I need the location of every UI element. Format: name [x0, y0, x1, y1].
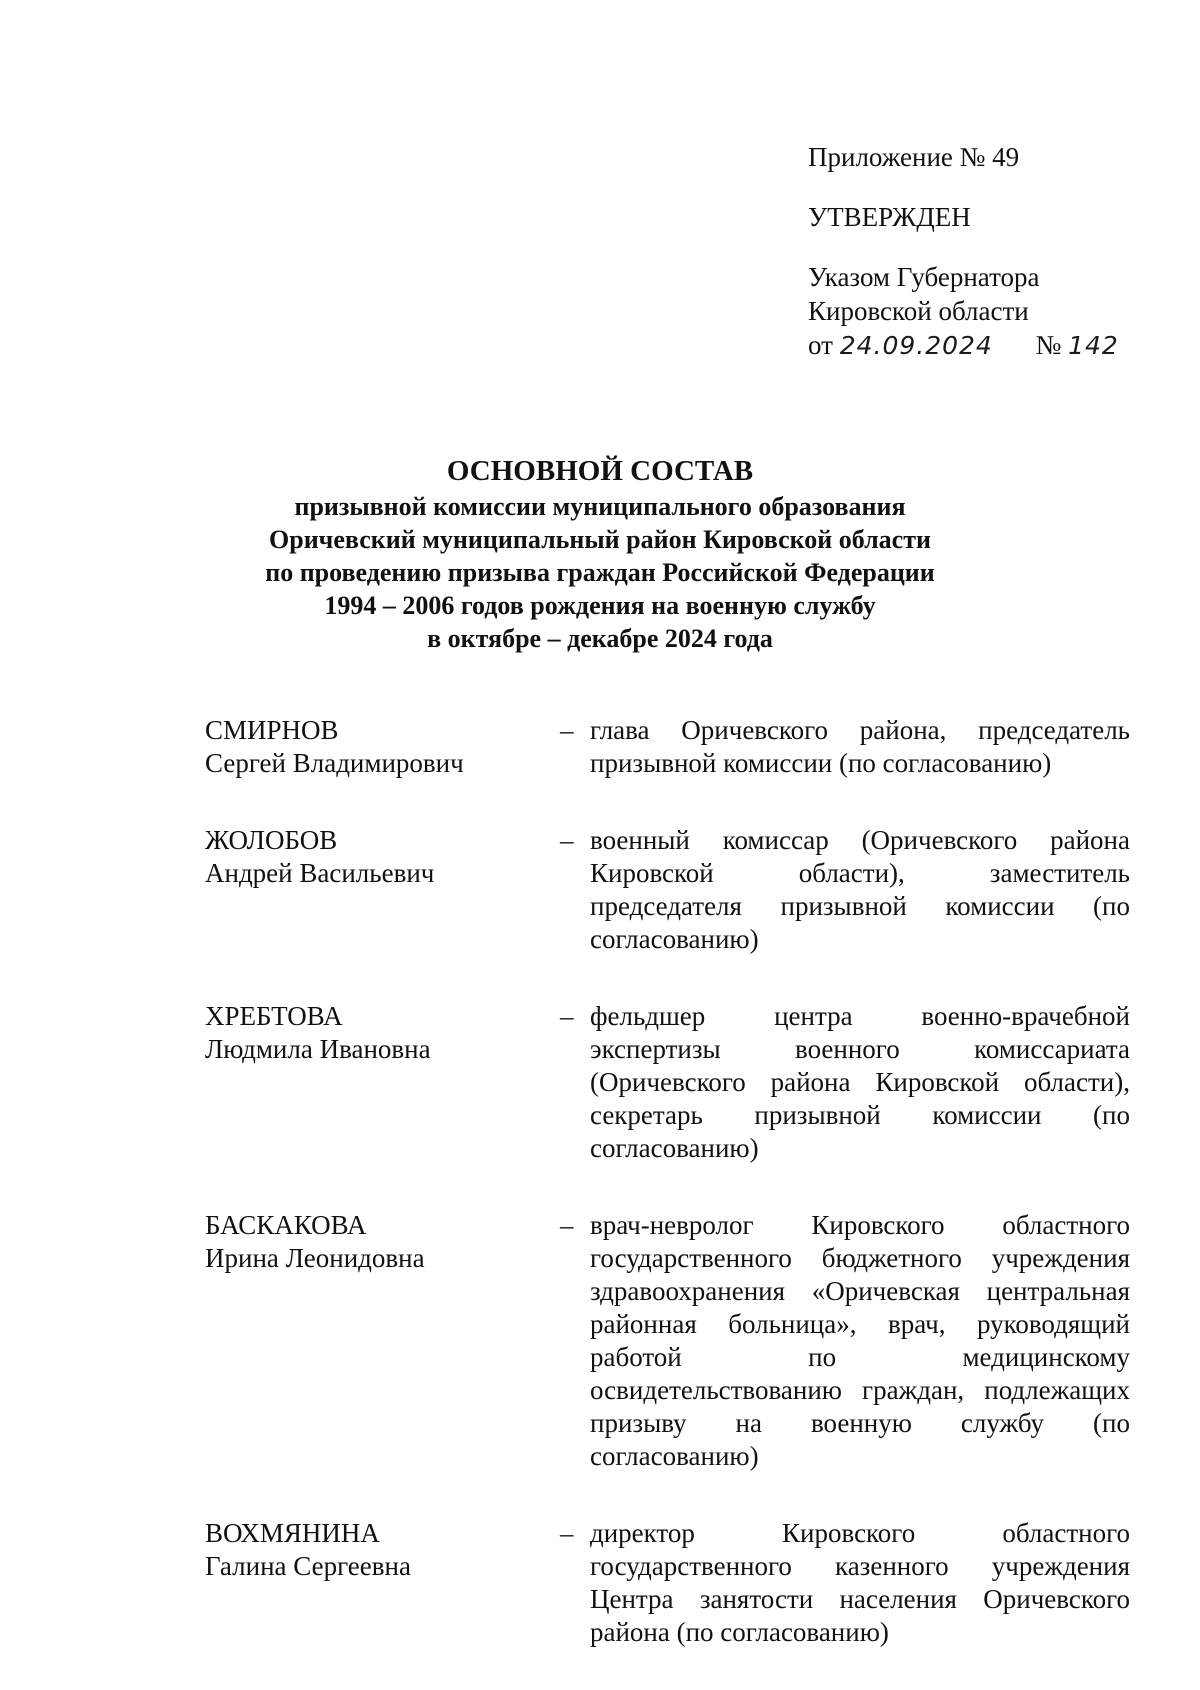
member-entry — [205, 1000, 1130, 1165]
title-heading: ОСНОВНОЙ СОСТАВ — [446, 455, 754, 487]
member-dash: – — [560, 825, 574, 855]
title-line-5: в октябре – декабре 2024 года — [427, 624, 773, 653]
member-name — [205, 1000, 560, 1165]
title-line-4: 1994 – 2006 годов рождения на военную службу — [324, 591, 876, 620]
member-description: директор Кировского областного государственного казенного учреждения Центра занятости населения Оричевского района (по согласованию) — [590, 1518, 1130, 1647]
member-surname: СМИРНОВ — [205, 715, 339, 745]
appendix-label: Приложение № 49 — [808, 142, 1020, 172]
member-name — [205, 1209, 560, 1473]
title-line-3: по проведению призыва граждан Российской Федерации — [265, 558, 935, 587]
member-given-names: Сергей Владимирович — [205, 748, 464, 778]
date-prefix: от — [808, 330, 833, 360]
member-surname: ХРЕБТОВА — [205, 1001, 343, 1031]
title-line-1: призывной комиссии муниципального образования — [294, 492, 906, 521]
title-line-2: Оричевский муниципальный район Кировской области — [269, 525, 931, 554]
member-description: фельдшер центра военно-врачебной экспертизы военного комиссариата (Оричевского района Кировской области), секретарь призывной комиссии (по согласованию) — [590, 1001, 1130, 1163]
member-dash: – — [560, 1518, 574, 1548]
member-given-names: Ирина Леонидовна — [205, 1243, 425, 1273]
handwritten-number: 142 — [1068, 331, 1119, 360]
approval-block — [808, 140, 1168, 363]
member-dash: – — [560, 715, 574, 745]
document-title — [150, 452, 1050, 655]
member-description: врач-невролог Кировского областного государственного бюджетного учреждения здравоохранения «Оричевская центральная районная больница», врач, руководящий работой по медицинскому освидетельствованию граждан, подлежащих призыву на военную службу (по согласованию) — [590, 1210, 1130, 1471]
member-given-names: Андрей Васильевич — [205, 858, 435, 888]
decree-line-1: Указом Губернатора — [808, 262, 1040, 292]
members-list — [205, 714, 1130, 1649]
decree-date-line — [808, 328, 1168, 363]
number-prefix: № — [1035, 330, 1062, 360]
member-dash: – — [560, 1001, 574, 1031]
handwritten-date: 24.09.2024 — [839, 331, 993, 360]
member-surname: ВОХМЯНИНА — [205, 1518, 380, 1548]
member-given-names: Людмила Ивановна — [205, 1034, 431, 1064]
member-entry — [205, 1517, 1130, 1649]
member-dash: – — [560, 1210, 574, 1240]
member-description: военный комиссар (Оричевского района Кировской области), заместитель председателя призывной комиссии (по согласованию) — [590, 825, 1130, 954]
member-name — [205, 714, 560, 780]
member-name — [205, 824, 560, 956]
member-entry — [205, 1209, 1130, 1473]
approved-label: УТВЕРЖДЕН — [808, 202, 971, 232]
member-entry — [205, 824, 1130, 956]
member-name — [205, 1517, 560, 1649]
member-given-names: Галина Сергеевна — [205, 1551, 411, 1581]
member-entry — [205, 714, 1130, 780]
member-description: глава Оричевского района, председатель призывной комиссии (по согласованию) — [590, 715, 1130, 778]
member-surname: ЖОЛОБОВ — [205, 825, 338, 855]
member-surname: БАСКАКОВА — [205, 1210, 367, 1240]
decree-line-2: Кировской области — [808, 296, 1029, 326]
